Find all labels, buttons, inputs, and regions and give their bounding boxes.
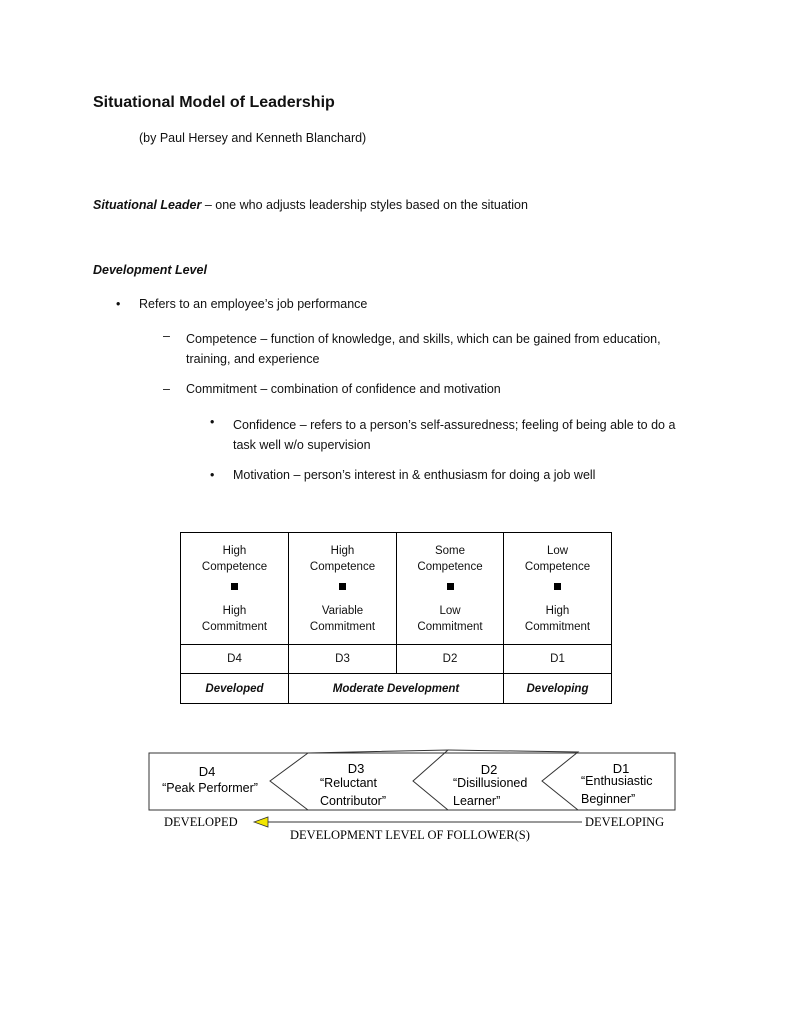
- competence-level: Some: [434, 544, 466, 557]
- competence-level: High: [222, 544, 247, 557]
- band-d2-code: D2: [480, 762, 498, 777]
- square-bullet-icon: [339, 583, 346, 590]
- commitment-level: Low: [439, 604, 461, 617]
- competence-level: High: [330, 544, 355, 557]
- commitment-level: High: [545, 604, 570, 617]
- band-d2-line1: “Disillusioned: [453, 776, 528, 790]
- sub-bullet-line: training, and experience: [186, 352, 320, 366]
- commitment-label: Commitment: [417, 620, 483, 633]
- competence-level: Low: [546, 544, 569, 557]
- definition-text: – one who adjusts leadership styles based on the situation: [201, 198, 528, 212]
- square-bullet-icon: [554, 583, 561, 590]
- dash-icon: –: [163, 329, 170, 343]
- table-cell-d4: D4: [181, 645, 289, 674]
- table-cell-d1: D1: [504, 645, 612, 674]
- band-d1-code: D1: [612, 761, 630, 776]
- commitment-level: High: [222, 604, 247, 617]
- competence-label: Competence: [524, 560, 591, 573]
- square-bullet-icon: [231, 583, 238, 590]
- table-cell-d4-desc: [181, 533, 289, 645]
- bullet-icon: •: [116, 297, 121, 311]
- development-level-table: [180, 532, 612, 704]
- band-d4-name: “Peak Performer”: [162, 781, 258, 795]
- band-d4-code: D4: [198, 764, 216, 779]
- bullet-icon: •: [210, 468, 215, 482]
- competence-label: Competence: [417, 560, 483, 573]
- sub-bullet-commitment: Commitment – combination of confidence and motivation: [186, 382, 501, 396]
- table-cell-d2-desc: [397, 533, 504, 645]
- sub-bullet-competence: [186, 329, 661, 369]
- axis-label: DEVELOPMENT LEVEL OF FOLLOWER(S): [290, 828, 530, 842]
- commitment-level: Variable: [321, 604, 364, 617]
- chevron-left-icon: [270, 753, 308, 810]
- band-d1-line1: “Enthusiastic: [581, 774, 653, 788]
- page-subtitle: (by Paul Hersey and Kenneth Blanchard): [139, 131, 367, 145]
- table-cell-d2: D2: [397, 645, 504, 674]
- arrow-left-icon: [254, 817, 268, 827]
- development-continuum-diagram: [140, 748, 680, 848]
- dash-icon: –: [163, 382, 170, 396]
- band-d3-code: D3: [347, 761, 365, 776]
- label-developed-axis: DEVELOPED: [164, 815, 238, 829]
- definition-term: Situational Leader: [93, 198, 202, 212]
- commitment-label: Commitment: [524, 620, 591, 633]
- sub-sub-bullet-line: task well w/o supervision: [233, 438, 371, 452]
- table-cell-d1-desc: [504, 533, 612, 645]
- bullet-icon: •: [210, 415, 215, 429]
- band-d2-line2: Learner”: [453, 794, 501, 808]
- bullet-text: Refers to an employee’s job performance: [139, 297, 368, 311]
- commitment-label: Commitment: [201, 620, 268, 633]
- sub-bullet-line: Competence – function of knowledge, and skills, which can be gained from education,: [186, 332, 661, 346]
- definition: [93, 198, 528, 212]
- section-heading: Development Level: [93, 263, 207, 277]
- sub-sub-bullet-confidence: [233, 415, 675, 455]
- sub-sub-bullet-motivation: Motivation – person’s interest in & enthusiasm for doing a job well: [233, 468, 596, 482]
- competence-label: Competence: [309, 560, 376, 573]
- table-cell-d3: D3: [289, 645, 397, 674]
- competence-label: Competence: [201, 560, 268, 573]
- table-cell-d3-desc: [289, 533, 397, 645]
- band-d3-line2: Contributor”: [320, 794, 386, 808]
- label-developed: Developed: [181, 674, 289, 704]
- band-d1-line2: Beginner”: [581, 792, 636, 806]
- label-developing: Developing: [504, 674, 612, 704]
- square-bullet-icon: [447, 583, 454, 590]
- commitment-label: Commitment: [309, 620, 376, 633]
- label-moderate-development: Moderate Development: [289, 674, 504, 704]
- label-developing-axis: DEVELOPING: [585, 815, 665, 829]
- band-d3-line1: “Reluctant: [320, 776, 377, 790]
- page-title: Situational Model of Leadership: [93, 94, 335, 111]
- sub-sub-bullet-line: Confidence – refers to a person’s self-assuredness; feeling of being able to do a: [233, 418, 676, 432]
